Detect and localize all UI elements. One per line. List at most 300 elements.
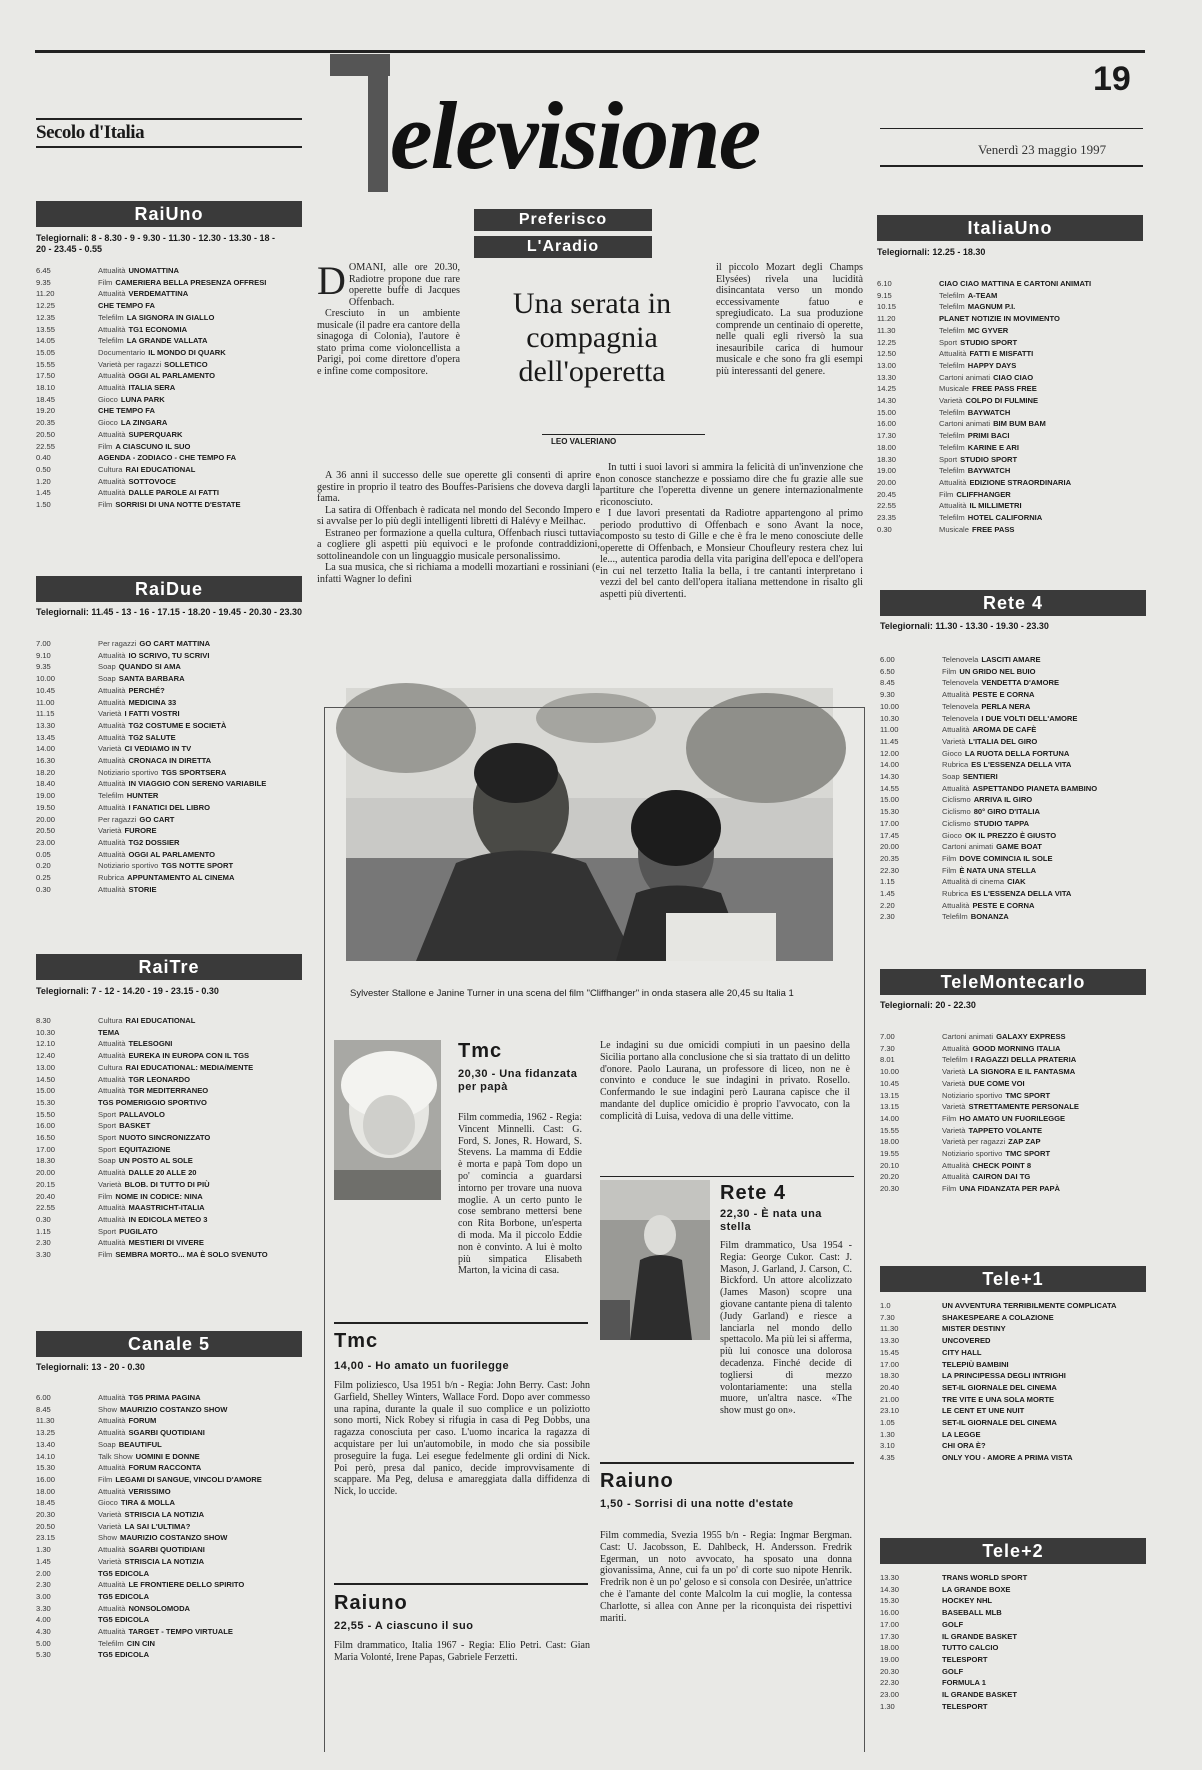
schedule-entry: [36, 1649, 302, 1661]
schedule-entry: [36, 1132, 302, 1144]
entry-title: TUTTO CALCIO: [942, 1643, 999, 1653]
entry-genre: Varietà: [942, 1067, 966, 1077]
entry-genre: Gioco: [98, 394, 118, 404]
schedule-entry: [36, 837, 302, 849]
entry-time: 0.30: [36, 1214, 51, 1224]
entry-genre: Attualità: [98, 429, 126, 439]
entry-genre: Varietà per ragazzi: [942, 1137, 1006, 1147]
entry-title: TG2 DOSSIER: [128, 837, 180, 847]
entry-genre: Attualità: [98, 1086, 126, 1096]
entry-time: 20.15: [36, 1179, 56, 1189]
entry-genre: Attualità: [98, 1463, 126, 1473]
schedule-entry: [36, 1404, 302, 1416]
entry-time: 19.00: [880, 1654, 900, 1664]
entry-time: 22.30: [880, 1678, 900, 1688]
entry-time: 17.50: [36, 371, 56, 381]
entry-time: 11.20: [36, 289, 55, 299]
entry-genre: Film: [98, 277, 113, 287]
entry-time: 6.50: [880, 666, 895, 676]
entry-title: STORIE: [128, 884, 157, 894]
entry-time: 13.55: [36, 324, 56, 334]
entry-title: AGENDA - ZODIACO - CHE TEMPO FA: [98, 453, 237, 463]
entry-time: 14.00: [36, 744, 56, 754]
schedule-entry: [880, 1090, 1146, 1102]
entry-genre: Attualità: [98, 1416, 126, 1426]
schedule-entry: [880, 1689, 1146, 1701]
schedule-entry: [36, 650, 302, 662]
tmc1-body: Film commedia, 1962 - Regia: Vincent Minnelli. Cast: G. Ford, S. Jones, R. Howard, S. Stevens. La mamma di Eddie è morta e papà Tom dopo un po' comincia a guardarsi intorno per trovare una nuova moglie. A un certo punto le cose sembrano mettersi bene con Rita Borbone, un'esperta di moda. Ma il piccolo Eddie non è convinto. A lui è molto più simpatica Elisabeth Marton, la vicina di casa.: [458, 1112, 582, 1277]
entry-title: UN POSTO AL SOLE: [118, 1156, 193, 1166]
entry-genre: Film: [942, 666, 957, 676]
schedule-entry: [880, 1066, 1146, 1078]
schedule-entry: [36, 720, 302, 732]
entry-genre: Attualità: [98, 884, 126, 894]
entry-genre: Telefilm: [98, 1638, 124, 1648]
entry-genre: Telefilm: [939, 513, 965, 523]
entry-genre: Cartoni animati: [942, 1032, 994, 1041]
entry-title: CHE TEMPO FA: [98, 301, 155, 311]
schedule-entry: [880, 1631, 1146, 1643]
entry-title: FREE PASS: [971, 524, 1015, 534]
schedule-entry: [877, 395, 1143, 407]
entry-time: 21.00: [880, 1394, 900, 1404]
feature-paragraph-3: A 36 anni il successo delle sue operette gli consentì di aprire e gestire in proprio il teatro des Bouffes-Parisiens che doveva dargli la fama.: [317, 470, 600, 504]
entry-time: 1.30: [880, 1701, 895, 1711]
schedule-entry: [36, 1462, 302, 1474]
entry-title: TIRA & MOLLA: [120, 1498, 175, 1508]
schedule-entry: [880, 818, 1146, 830]
top-rule: [35, 50, 1145, 53]
entry-genre: Telefilm: [939, 360, 965, 370]
raiuno-telegiornali: Telegiornali: 8 - 8.30 - 9 - 9.30 - 11.30 - 12.30 - 13.30 - 18 - 20 - 23.45 - 0.55: [36, 233, 275, 254]
entry-title: ASPETTANDO PIANETA BAMBINO: [972, 783, 1098, 793]
entry-title: TG5 EDICOLA: [98, 1591, 150, 1601]
entry-title: GALAXY EXPRESS: [996, 1032, 1066, 1041]
entry-title: CHE TEMPO FA: [98, 406, 155, 416]
schedule-entry: [880, 1584, 1146, 1596]
entry-title: CHI ORA È?: [942, 1441, 986, 1451]
schedule-entry: [880, 689, 1146, 701]
entry-genre: Soap: [98, 1156, 116, 1166]
entry-genre: Varietà: [98, 1521, 122, 1531]
entry-time: 11.15: [36, 709, 55, 719]
entry-time: 2.30: [36, 1238, 51, 1248]
feature-paragraph-7: il piccolo Mozart degli Champs Elysées) rivela una lucidità disincantata verso un mondo eccessivamente fatuo e spregiudicato. La sua produzione comprende un centinaio di operette, nelle quali egli riversò la sua inesauribile carica di humour musicale e che sono fra gli esempi più interessanti del genere.: [716, 262, 863, 377]
schedule-entry: [877, 325, 1143, 337]
entry-genre: Telefilm: [939, 407, 965, 417]
entry-time: 11.30: [877, 325, 896, 335]
entry-time: 13.40: [36, 1439, 56, 1449]
entry-genre: Ciclismo: [942, 795, 971, 805]
raiuno1-channel: Raiuno: [334, 1592, 408, 1614]
entry-time: 1.20: [36, 476, 51, 486]
schedule-italiauno: [877, 278, 1143, 535]
entry-genre: Telefilm: [939, 442, 965, 452]
entry-title: HAPPY DAYS: [967, 360, 1017, 370]
entry-genre: Attualità: [939, 477, 967, 487]
entry-time: 12.00: [880, 748, 900, 758]
entry-title: EQUITAZIONE: [119, 1144, 171, 1154]
schedule-entry: [880, 1136, 1146, 1148]
canale5-telegiornali: Telegiornali: 13 - 20 - 0.30: [36, 1362, 145, 1372]
entry-title: CIAO CIAO MATTINA E CARTONI ANIMATI: [939, 279, 1092, 288]
entry-time: 14.10: [36, 1451, 56, 1461]
entry-title: NUOTO SINCRONIZZATO: [119, 1133, 211, 1143]
entry-genre: Attualità: [942, 783, 970, 793]
entry-time: 15.30: [880, 1596, 900, 1606]
schedule-entry: [36, 1097, 302, 1109]
entry-genre: Telefilm: [98, 312, 124, 322]
schedule-entry: [880, 1323, 1146, 1335]
entry-title: 80° GIRO D'ITALIA: [973, 807, 1041, 817]
entry-title: GO CART MATTINA: [139, 639, 211, 648]
entry-genre: Telenovela: [942, 713, 979, 723]
schedule-entry: [880, 1148, 1146, 1160]
entry-time: 20.20: [880, 1172, 900, 1182]
entry-time: 15.00: [877, 407, 897, 417]
feature-headline: Una serata in compagnia dell'operetta: [512, 287, 672, 388]
entry-genre: Telefilm: [942, 912, 968, 922]
entry-time: 2.30: [36, 1580, 51, 1590]
schedule-entry: [36, 743, 302, 755]
entry-title: BIM BUM BAM: [993, 419, 1046, 429]
schedule-entry: [36, 755, 302, 767]
raiuno2-channel: Raiuno: [600, 1470, 674, 1492]
entry-title: CIN CIN: [126, 1638, 156, 1648]
schedule-entry: [36, 661, 302, 673]
entry-title: NONSOLOMODA: [128, 1603, 191, 1613]
entry-genre: Varietà: [98, 744, 122, 754]
entry-genre: Per ragazzi: [98, 814, 137, 824]
schedule-entry: [36, 778, 302, 790]
entry-time: 2.20: [880, 900, 895, 910]
entry-title: TGR LEONARDO: [128, 1074, 191, 1084]
schedule-entry: [36, 1556, 302, 1568]
entry-title: L'ITALIA DEL GIRO: [968, 736, 1038, 746]
schedule-entry: [36, 732, 302, 744]
schedule-entry: [36, 1109, 302, 1121]
entry-genre: Attualità: [98, 1545, 126, 1555]
header-rule-left: [36, 118, 302, 120]
entry-time: 0.05: [36, 849, 51, 859]
entry-title: SOTTOVOCE: [128, 476, 176, 486]
tmc2-subtitle: 14,00 - Ho amato un fuorilegge: [334, 1360, 510, 1372]
schedule-entry: [877, 512, 1143, 524]
entry-time: 15.50: [36, 1109, 56, 1119]
schedule-entry: [880, 1312, 1146, 1324]
schedule-entry: [36, 1202, 302, 1214]
schedule-entry: [877, 278, 1143, 290]
schedule-entry: [36, 417, 302, 429]
tmc2-rule: [334, 1322, 588, 1324]
entry-time: 19.20: [36, 406, 56, 416]
entry-time: 23.15: [36, 1533, 56, 1543]
schedule-entry: [36, 265, 302, 277]
entry-title: SORRISI DI UNA NOTTE D'ESTATE: [115, 500, 241, 510]
schedule-entry: [880, 1382, 1146, 1394]
schedule-entry: [880, 654, 1146, 666]
schedule-entry: [36, 347, 302, 359]
entry-time: 10.00: [880, 701, 900, 711]
entry-genre: Attualità: [98, 289, 126, 299]
entry-genre: Attualità: [98, 1580, 126, 1590]
entry-time: 18.00: [880, 1137, 900, 1147]
entry-time: 14.55: [880, 783, 900, 793]
feature-paragraph-4: La satira di Offenbach è radicata nel mondo del Secondo Impero e si avvalse per lo più degli intelligenti libretti di Halévy e Meilhac.: [317, 504, 600, 527]
entry-title: RAI EDUCATIONAL: [125, 1016, 196, 1025]
entry-time: 13.30: [880, 1573, 900, 1582]
schedule-entry: [880, 911, 1146, 923]
raiuno1-subtitle: 22,55 - A ciascuno il suo: [334, 1620, 474, 1632]
entry-genre: Telefilm: [942, 1055, 968, 1065]
entry-time: 6.00: [36, 1393, 51, 1402]
entry-time: 18.10: [36, 383, 56, 393]
entry-genre: Attualità: [98, 1168, 126, 1178]
entry-title: SGARBI QUOTIDIANI: [128, 1428, 205, 1438]
feature-paragraph-1: OMANI, alle ore 20.30, Radiotre propone due rare operette buffe di Jacques Offenbach.: [348, 262, 460, 308]
entry-title: I FANATICI DEL LIBRO: [128, 802, 211, 812]
feature-paragraph-9: I due lavori presentati da Radiotre appartengono al primo periodo produttivo di Offenbach e sono Avant la noce, composto su testo di Gille e che è fra le meno conosciute delle operette di Offenbach, e Monsieur Choufleury restera chez lui le..., autentica parodia della vita parigina dell'epoca e dell'opera in cui nel terzetto Italia la bella, i tre cantanti interpretano i vezzi del bel canto dell'opera italiana mettendone in risalto gli aspetti più divertenti.: [600, 508, 863, 600]
schedule-entry: [880, 1183, 1146, 1195]
schedule-entry: [877, 407, 1143, 419]
entry-title: CLIFFHANGER: [956, 489, 1011, 499]
schedule-entry: [877, 454, 1143, 466]
entry-time: 3.10: [880, 1441, 895, 1451]
entry-time: 20.00: [877, 477, 897, 487]
raiuno2-rule: [600, 1462, 854, 1464]
photo-caption: Sylvester Stallone e Janine Turner in una scena del film "Cliffhanger" in onda stasera alle 20,45 su Italia 1: [350, 988, 794, 999]
entry-time: 9.35: [36, 277, 51, 287]
entry-title: OGGI AL PARLAMENTO: [128, 371, 216, 381]
issue-date: Venerdì 23 maggio 1997: [978, 142, 1107, 157]
entry-title: DALLE 20 ALLE 20: [128, 1168, 197, 1178]
entry-time: 17.00: [880, 1359, 900, 1369]
entry-time: 0.40: [36, 453, 51, 463]
entry-time: 15.55: [36, 359, 56, 369]
schedule-entry: [36, 1591, 302, 1603]
entry-genre: Attualità: [98, 1051, 126, 1061]
entry-title: TG5 PRIMA PAGINA: [128, 1393, 201, 1402]
entry-title: IN VIAGGIO CON SERENO VARIABILE: [128, 779, 267, 789]
entry-title: BONANZA: [970, 912, 1009, 922]
entry-genre: Soap: [942, 772, 960, 782]
entry-title: SUPERQUARK: [128, 429, 183, 439]
entry-genre: Telenovela: [942, 678, 979, 688]
entry-genre: Film: [942, 853, 957, 863]
entry-title: HUNTER: [126, 791, 159, 801]
entry-time: 13.15: [880, 1102, 900, 1112]
tmc1-channel: Tmc: [458, 1040, 503, 1062]
feature-dropcap: D: [317, 258, 346, 303]
schedule-entry: [880, 900, 1146, 912]
feature-column-4: [600, 462, 863, 600]
entry-title: GOLF: [942, 1619, 964, 1629]
box-frame-right: [864, 707, 865, 1752]
entry-time: 17.30: [877, 431, 897, 441]
entry-time: 20.10: [880, 1160, 900, 1170]
entry-time: 4.00: [36, 1615, 51, 1625]
entry-time: 0.30: [36, 884, 51, 894]
feature-paragraph-8: In tutti i suoi lavori si ammira la felicità di un'invenzione che non conosce stanchezze e possiamo dire che fu grazie alle sue partiture che l'operetta divenne un genere internazionalmente riconosciuto.: [600, 462, 863, 508]
entry-time: 5.00: [36, 1638, 51, 1648]
entry-genre: Attualità: [98, 732, 126, 742]
entry-time: 22.30: [880, 865, 900, 875]
section-title: elevisione: [390, 82, 760, 189]
entry-time: 6.45: [36, 266, 51, 275]
entry-time: 19.00: [36, 791, 56, 801]
entry-time: 0.25: [36, 873, 51, 883]
entry-time: 11.20: [877, 314, 896, 324]
entry-title: PRIMI BACI: [967, 431, 1010, 441]
entry-title: I DUE VOLTI DELL'AMORE: [981, 713, 1078, 723]
entry-title: TELESPORT: [942, 1654, 988, 1664]
entry-genre: Varietà: [939, 396, 963, 406]
entry-title: TMC SPORT: [1005, 1090, 1051, 1100]
entry-time: 3.30: [36, 1603, 51, 1613]
entry-title: TEMA: [98, 1027, 120, 1037]
entry-title: SANTA BARBARA: [118, 674, 185, 684]
entry-time: 0.30: [877, 524, 892, 534]
rete4-photo-illustration: [600, 1180, 710, 1340]
entry-title: IL MILLIMETRI: [969, 501, 1022, 511]
header-rule-left-bottom: [36, 146, 302, 148]
schedule-entry: [880, 748, 1146, 760]
schedule-entry: [880, 1113, 1146, 1125]
entry-time: 14.30: [880, 772, 900, 782]
entry-genre: Telenovela: [942, 655, 979, 664]
entry-genre: Varietà: [942, 1078, 966, 1088]
entry-time: 18.30: [877, 454, 897, 464]
entry-genre: Attualità: [942, 900, 970, 910]
schedule-entry: [877, 418, 1143, 430]
schedule-entry: [877, 442, 1143, 454]
entry-time: 10.30: [36, 1027, 56, 1037]
entry-time: 14.50: [36, 1074, 56, 1084]
header-rule-right: [880, 128, 1143, 129]
entry-title: STUDIO TAPPA: [973, 818, 1030, 828]
entry-time: 9.35: [36, 662, 51, 672]
entry-title: MAURIZIO COSTANZO SHOW: [120, 1404, 228, 1414]
entry-time: 10.30: [880, 713, 900, 723]
entry-time: 8.01: [880, 1055, 895, 1065]
entry-title: SENTIERI: [962, 772, 998, 782]
entry-time: 18.30: [36, 1156, 56, 1166]
entry-time: 20.45: [877, 489, 897, 499]
tmc-telegiornali: Telegiornali: 20 - 22.30: [880, 1000, 976, 1010]
schedule-entry: [877, 313, 1143, 325]
schedule-entry: [877, 465, 1143, 477]
entry-genre: Varietà per ragazzi: [98, 359, 162, 369]
schedule-entry: [36, 1191, 302, 1203]
entry-time: 20.50: [36, 429, 56, 439]
entry-time: 20.50: [36, 1521, 56, 1531]
entry-genre: Attualità: [98, 720, 126, 730]
entry-title: CITY HALL: [942, 1347, 982, 1357]
schedule-entry: [877, 489, 1143, 501]
entry-time: 20.40: [36, 1191, 56, 1201]
entry-genre: Attualità: [98, 1627, 126, 1637]
schedule-entry: [880, 1031, 1146, 1043]
entry-genre: Sport: [98, 1226, 117, 1236]
raiuno1-body: Film drammatico, Italia 1967 - Regia: Elio Petri. Cast: Gian Maria Volonté, Irene Papas, Gabriele Ferzetti.: [334, 1640, 590, 1663]
schedule-entry: [880, 677, 1146, 689]
entry-title: FORUM: [128, 1416, 157, 1426]
schedule-entry: [877, 524, 1143, 536]
box-frame-top: [324, 707, 864, 708]
schedule-entry: [36, 1062, 302, 1074]
entry-time: 22.55: [877, 501, 897, 511]
entry-time: 3.30: [36, 1250, 51, 1260]
entry-title: PALLAVOLO: [119, 1109, 165, 1119]
entry-time: 18.00: [877, 442, 897, 452]
entry-title: CI VEDIAMO IN TV: [124, 744, 192, 754]
schedule-entry: [36, 1509, 302, 1521]
entry-genre: Gioco: [98, 418, 118, 428]
entry-title: SOLLETICO: [164, 359, 208, 369]
entry-time: 9.10: [36, 650, 51, 660]
entry-title: STRISCIA LA NOTIZIA: [124, 1556, 205, 1566]
entry-genre: Attualità: [98, 849, 126, 859]
entry-title: BASEBALL MLB: [942, 1608, 1002, 1618]
entry-time: 1.05: [880, 1418, 895, 1428]
schedule-entry: [36, 429, 302, 441]
entry-time: 19.00: [877, 466, 897, 476]
masthead-t-stem: [368, 54, 388, 192]
entry-time: 12.40: [36, 1051, 56, 1061]
entry-time: 4.35: [880, 1453, 895, 1463]
entry-time: 1.30: [880, 1429, 895, 1439]
entry-genre: Telefilm: [98, 336, 124, 346]
schedule-entry: [877, 337, 1143, 349]
entry-time: 20.00: [36, 814, 56, 824]
rete4-rule: [600, 1176, 854, 1177]
entry-time: 20.30: [36, 1510, 56, 1520]
schedule-entry: [36, 1486, 302, 1498]
entry-genre: Cartoni animati: [939, 372, 991, 382]
schedule-entry: [36, 1015, 302, 1027]
schedule-entry: [36, 1638, 302, 1650]
entry-genre: Film: [942, 865, 957, 875]
entry-time: 7.00: [36, 639, 51, 648]
schedule-raiuno: [36, 265, 302, 511]
entry-title: APPUNTAMENTO AL CINEMA: [127, 873, 235, 883]
entry-title: BEAUTIFUL: [118, 1439, 162, 1449]
entry-genre: Notiziario sportivo: [942, 1090, 1003, 1100]
schedule-entry: [36, 1439, 302, 1451]
entry-title: LUNA PARK: [120, 394, 165, 404]
entry-title: GOLF: [942, 1666, 964, 1676]
schedule-entry: [880, 1405, 1146, 1417]
entry-genre: Varietà: [942, 1102, 966, 1112]
entry-title: LE CENT ET UNE NUIT: [942, 1406, 1025, 1416]
entry-time: 12.50: [877, 349, 897, 359]
entry-genre: Telefilm: [939, 302, 965, 312]
channel-header-rete4: Rete 4: [880, 590, 1146, 616]
entry-time: 16.00: [36, 1474, 56, 1484]
entry-title: LASCITI AMARE: [981, 655, 1041, 664]
entry-time: 15.30: [880, 807, 900, 817]
schedule-entry: [880, 841, 1146, 853]
entry-time: 7.30: [880, 1043, 895, 1053]
entry-genre: Telenovela: [942, 701, 979, 711]
entry-genre: Cartoni animati: [939, 419, 991, 429]
entry-title: PUGILATO: [119, 1226, 158, 1236]
raiuno2-body: Film commedia, Svezia 1955 b/n - Regia: Ingmar Bergman. Cast: U. Jacobsson, E. Dahlbeck, H. Andersson. Fredrik Egerman, un noto avvocato, ha sposato una donna giovanissima, Anne, cui fa un po' di corte suo nipote Henrik. Fredrik non è un po' geloso e si consola con Desirée, un'attrice che è l'amante del conte Malcolm la cui moglie, la contessa Charlotte, si allea con Anne per la riconquista dei rispettivi mariti.: [600, 1530, 852, 1624]
schedule-entry: [36, 1474, 302, 1486]
tmc1-photo: [334, 1040, 441, 1200]
entry-title: LA SAI L'ULTIMA?: [124, 1521, 191, 1531]
entry-genre: Attualità: [98, 685, 126, 695]
